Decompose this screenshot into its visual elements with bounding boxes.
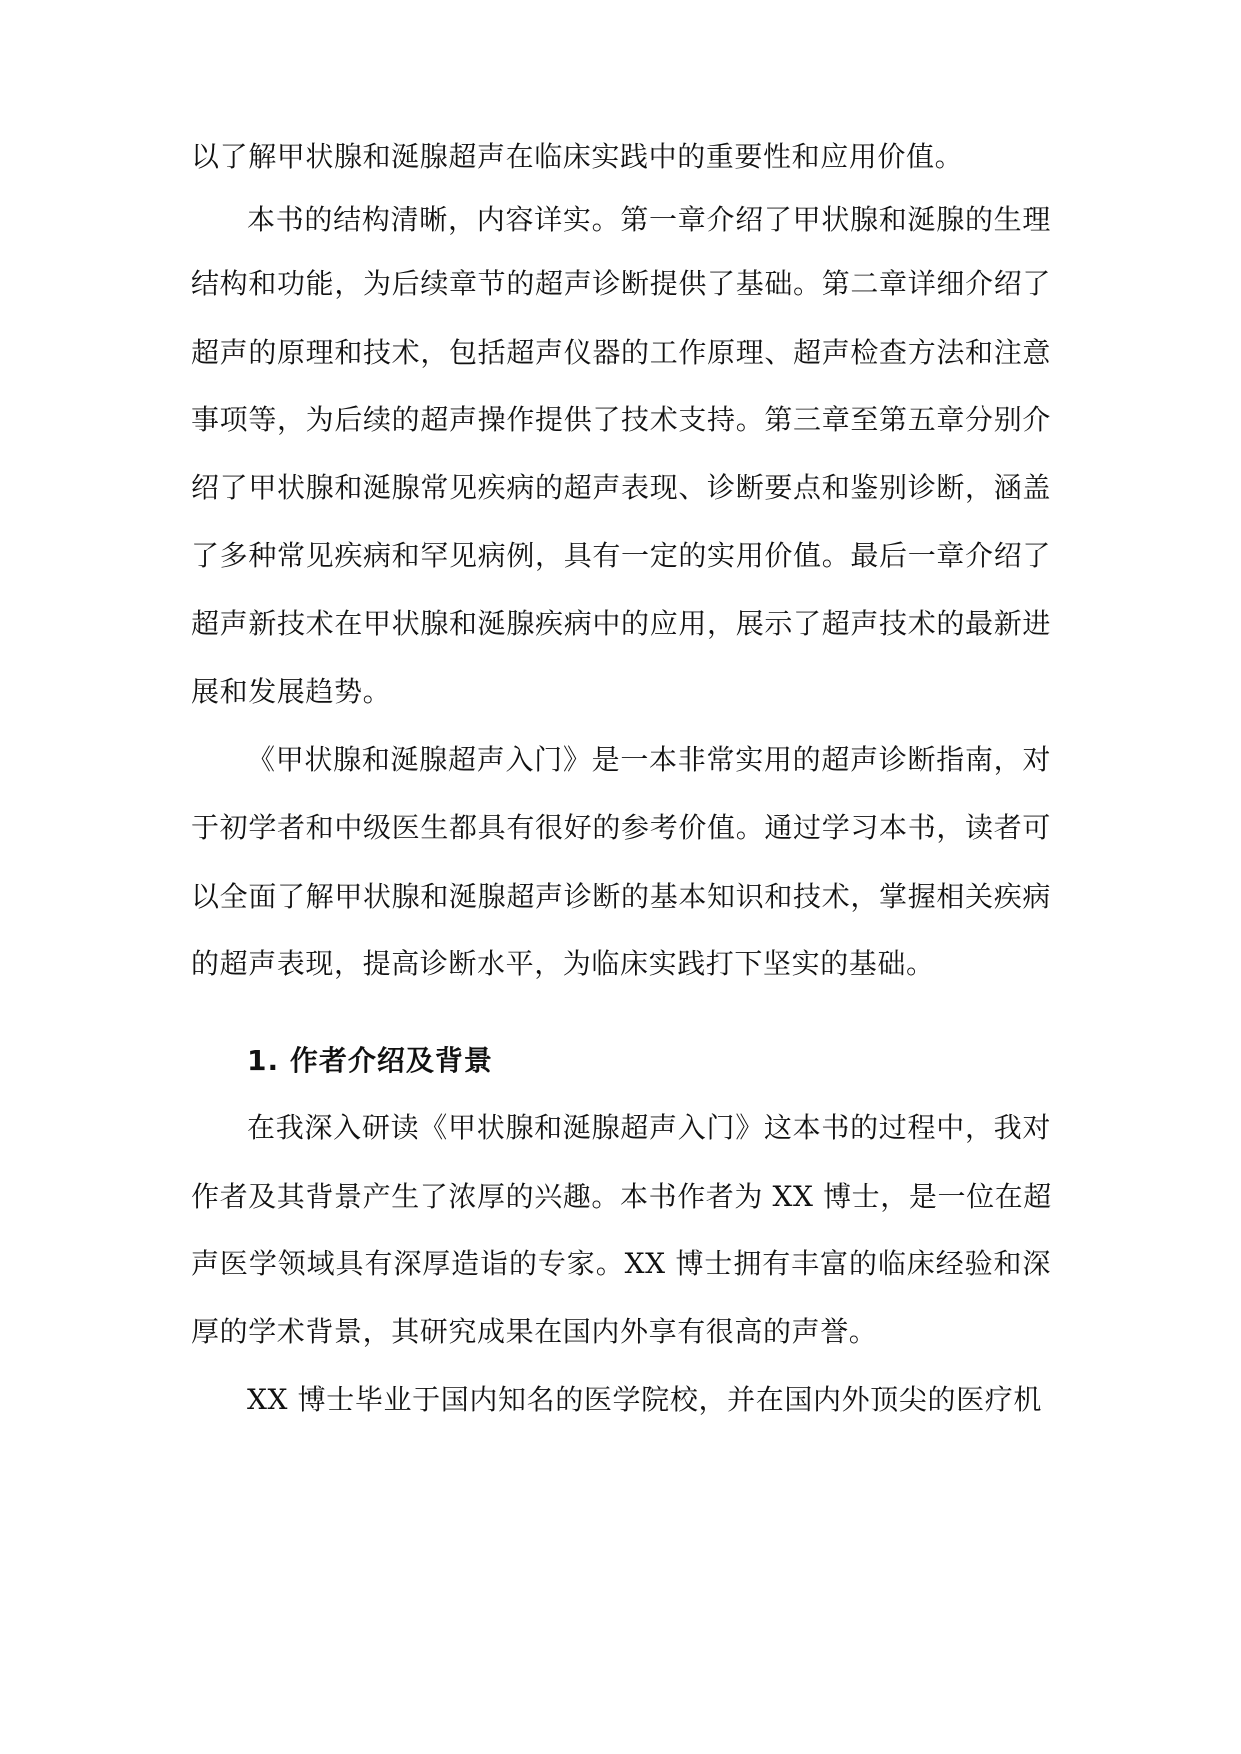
paragraph-line: 结构和功能，为后续章节的超声诊断提供了基础。第二章详细介绍了 [191, 267, 1051, 300]
paragraph-line: 本书的结构清晰，内容详实。第一章介绍了甲状腺和涎腺的生理 [247, 203, 1051, 236]
paragraph-line: 展和发展趋势。 [191, 675, 392, 708]
paragraph-line: 声医学领域具有深厚造诣的专家。XX 博士拥有丰富的临床经验和深 [191, 1247, 1051, 1280]
paragraph-line: 作者及其背景产生了浓厚的兴趣。本书作者为 XX 博士，是一位在超 [191, 1180, 1052, 1213]
intro-tail-line: 以了解甲状腺和涎腺超声在临床实践中的重要性和应用价值。 [191, 140, 964, 173]
paragraph-line: 以全面了解甲状腺和涎腺超声诊断的基本知识和技术，掌握相关疾病 [191, 880, 1051, 913]
paragraph-line: 超声新技术在甲状腺和涎腺疾病中的应用，展示了超声技术的最新进 [191, 607, 1051, 640]
paragraph-line: XX 博士毕业于国内知名的医学院校，并在国内外顶尖的医疗机 [247, 1383, 1042, 1416]
paragraph-line: 于初学者和中级医生都具有很好的参考价值。通过学习本书，读者可 [191, 811, 1051, 844]
paragraph-line: 绍了甲状腺和涎腺常见疾病的超声表现、诊断要点和鉴别诊断，涵盖 [191, 471, 1051, 504]
paragraph-line: 厚的学术背景，其研究成果在国内外享有很高的声誉。 [191, 1315, 878, 1348]
paragraph-line: 的超声表现，提高诊断水平，为临床实践打下坚实的基础。 [191, 947, 935, 980]
paragraph-line: 在我深入研读《甲状腺和涎腺超声入门》这本书的过程中，我对 [247, 1111, 1051, 1144]
paragraph-line: 超声的原理和技术，包括超声仪器的工作原理、超声检查方法和注意 [191, 336, 1051, 369]
paragraph-line: 了多种常见疾病和罕见病例，具有一定的实用价值。最后一章介绍了 [191, 539, 1051, 572]
paragraph-line: 《甲状腺和涎腺超声入门》是一本非常实用的超声诊断指南，对 [247, 743, 1051, 776]
paragraph-line: 事项等，为后续的超声操作提供了技术支持。第三章至第五章分别介 [191, 403, 1051, 436]
section-heading: 1. 作者介绍及背景 [247, 1044, 493, 1077]
